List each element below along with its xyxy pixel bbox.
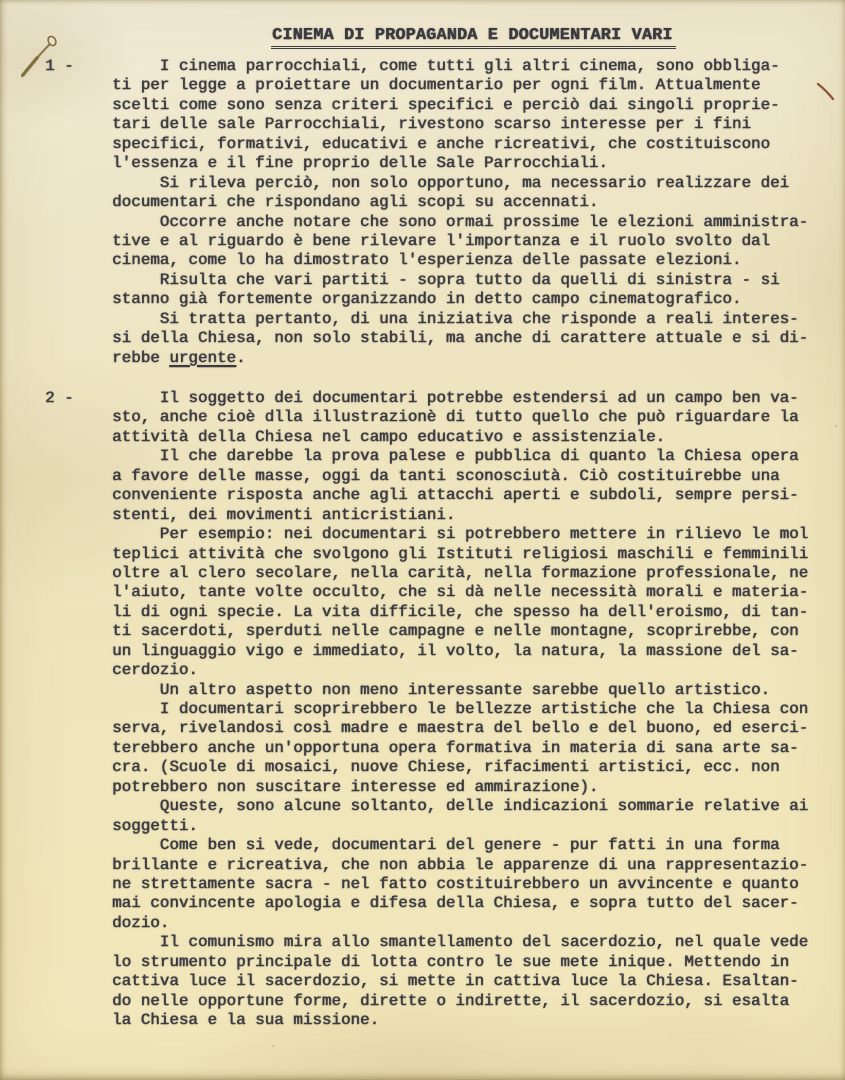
text-line: Il soggetto dei documentari potrebbe estendersi ad un campo ben va- [112, 389, 799, 407]
text-line: attività della Chiesa nel campo educativo e assistenziale. [112, 427, 666, 446]
text-line: ne strettamente sacra - nel fatto costituirebbero un avvincente e quanto [112, 874, 799, 893]
text-line: potrebbero non suscitare interesse ed ammirazione). [112, 777, 599, 796]
text-line: Come ben si vede, documentari del genere - pur fatti in una forma [112, 836, 780, 855]
text-line [112, 349, 838, 368]
text-line: Queste, sono alcune soltanto, delle indicazioni sommarie relative ai [112, 797, 809, 816]
text-line: Il che darebbe la prova palese e pubblica di quanto la Chiesa opera [112, 447, 799, 466]
text-line: ti per legge a proiettare un documentario per ogni film. Attualmente [112, 76, 761, 95]
text-line: conveniente risposta anche agli attacchi aperti e subdoli, sempre persi- [112, 486, 799, 505]
text-line: tari delle sale Parrocchiali, rivestono scarso interesse per i fini [112, 115, 751, 134]
document-section [45, 57, 838, 368]
text-line: stenti, dei movimenti anticristiani. [112, 505, 456, 524]
text-line: documentari che rispondano agli scopi su accennati. [112, 193, 599, 212]
text-line: scelti come sono senza criteri specifici e perciò dai singoli proprie- [112, 95, 780, 114]
text-line: l'aiuto, tante volte occulto, che si dà nelle necessità morali e materia- [112, 583, 809, 602]
text-line: Occorre anche notare che sono ormai prossime le elezioni amministra- [112, 212, 809, 231]
text-line: cra. (Scuole di mosaici, nuove Chiese, rifacimenti artistici, ecc. non [112, 758, 780, 777]
section-marker: 1 - [45, 57, 74, 75]
text-line: Per esempio: nei documentari si potrebbero mettere in rilievo le mol [112, 525, 809, 544]
text-line: I cinema parrocchiali, come tutti gli altri cinema, sono obbliga- [112, 57, 780, 75]
text-line: si della Chiesa, non solo stabili, ma anche di carattere attuale e si di- [112, 329, 809, 348]
text-fragment: . [235, 348, 246, 367]
text-fragment: rebbe [112, 348, 170, 367]
text-line: cerdozio. [112, 661, 198, 680]
text-line: teplici attività che svolgono gli Istituti religiosi maschili e femminili [112, 544, 809, 563]
text-line: mai convincente apologia e difesa della Chiesa, e sopra tutto del sacer- [112, 894, 799, 913]
text-line: a favore delle masse, oggi da tanti sconosciutà. Ciò costituirebbe una [112, 466, 780, 485]
text-line: brillante e ricreativa, che non abbia le apparenze di una rappresentazio- [112, 855, 809, 874]
underlined-word: urgente [169, 348, 236, 367]
text-line: Risulta che vari partiti - sopra tutto da quelli di sinistra - si [112, 270, 780, 289]
document-body [45, 57, 838, 1030]
section-marker: 2 - [45, 389, 74, 407]
text-line: l'essenza e il fine proprio delle Sale Parrocchiali. [112, 154, 608, 173]
text-line: un linguaggio vigo e immediato, il volto, la natura, la massione del sa- [112, 641, 799, 660]
text-line: Un altro aspetto non meno interessante sarebbe quello artistico. [112, 680, 770, 699]
text-line: dozio. [112, 913, 170, 932]
text-line: li di ogni specie. La vita difficile, che spesso ha dell'eroismo, di tan- [112, 602, 809, 621]
text-line: soggetti. [112, 816, 198, 835]
text-line: do nelle opportune forme, dirette o indirette, il sacerdozio, si esalta [112, 991, 790, 1010]
text-line: tive e al riguardo è bene rilevare l'importanza e il ruolo svolto dal [112, 231, 770, 250]
text-line: cinema, come lo ha dimostrato l'esperienza delle passate elezioni. [112, 251, 742, 270]
text-line: Si tratta pertanto, di una iniziativa che risponde a reali interes- [112, 309, 799, 328]
text-line: serva, rivelandosi così madre e maestra del bello e del buono, ed eserci- [112, 719, 809, 738]
document-title: CINEMA DI PROPAGANDA E DOCUMENTARI VARI [271, 26, 676, 49]
text-line: cattiva luce il sacerdozio, si mette in cattiva luce la Chiesa. Esaltan- [112, 972, 799, 991]
text-line: Si rileva perciò, non solo opportuno, ma necessario realizzare dei [112, 173, 790, 192]
text-line: ti sacerdoti, sperduti nelle campagne e nelle montagne, scoprirebbe, con [112, 622, 799, 641]
document-section [45, 389, 838, 1030]
text-line: stanno già fortemente organizzando in detto campo cinematografico. [112, 290, 742, 309]
text-line: terebbero anche un'opportuna opera formativa in materia di sana arte sa- [112, 738, 799, 757]
text-line: lo strumento principale di lotta contro le sue mete inique. Mettendo in [112, 952, 790, 971]
text-line: Il comunismo mira allo smantellamento del sacerdozio, nel quale vede [112, 933, 809, 952]
text-line: oltre al clero secolare, nella carità, nella formazione professionale, ne [112, 563, 809, 582]
text-line: specifici, formativi, educativi e anche ricreativi, che costituiscono [112, 134, 770, 153]
pen-mark-slash-heavy-icon [23, 58, 37, 75]
pen-mark-loop-icon [47, 35, 58, 47]
text-line: sto, anche cioè dlla illustrazionè di tutto quello che può riguardare la [112, 408, 799, 427]
text-line: I documentari scoprirebbero le bellezze artistiche che la Chiesa con [112, 700, 809, 718]
text-line: la Chiesa e la sua missione. [112, 1011, 380, 1029]
